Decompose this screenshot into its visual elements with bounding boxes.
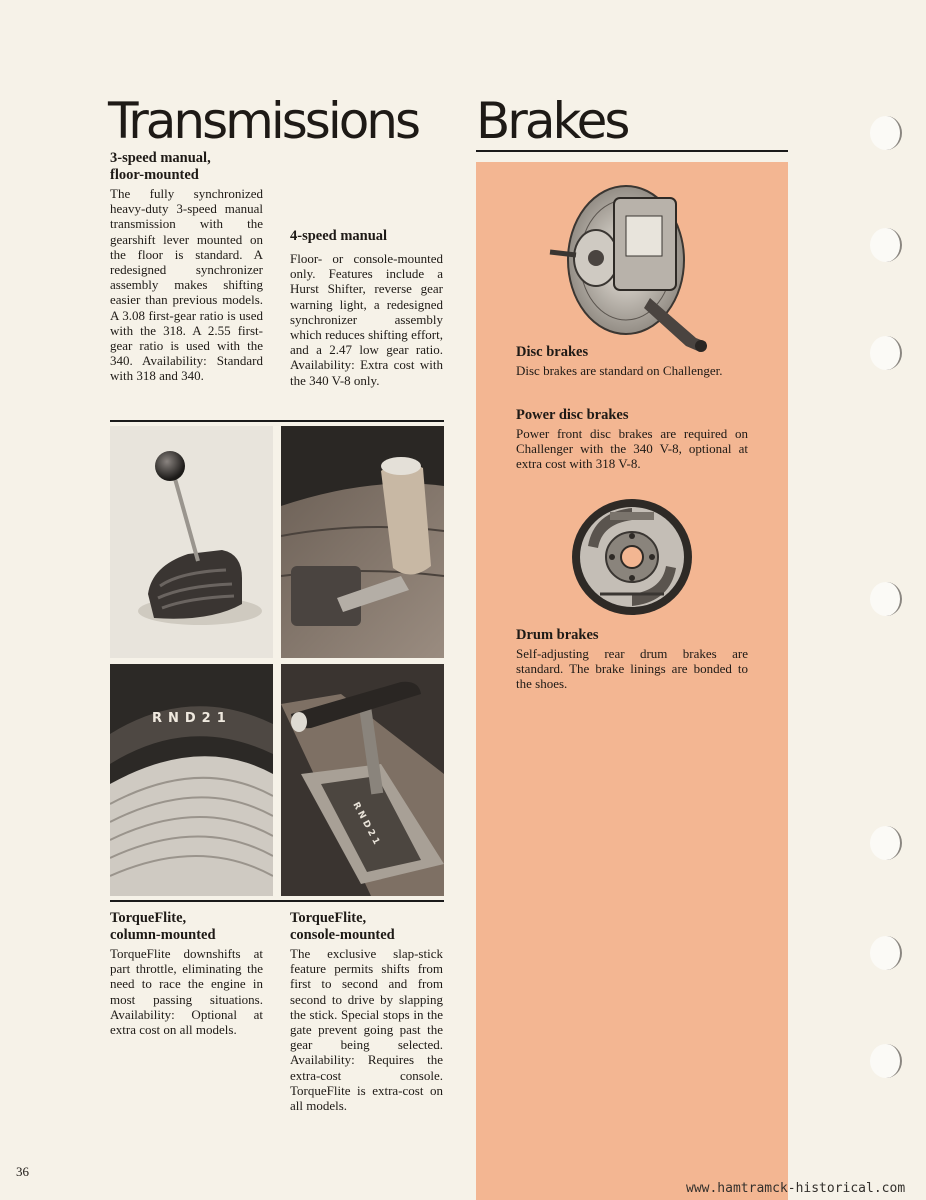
- binder-hole: [870, 936, 902, 970]
- binder-hole: [870, 1044, 902, 1078]
- section-title: Drum brakes: [516, 627, 599, 643]
- divider-rule: [110, 420, 444, 422]
- disc-brake-illustration: [546, 180, 716, 360]
- section-title: Disc brakes: [516, 344, 589, 360]
- section-body: Self-adjusting rear drum brakes are standard. The brake linings are bonded to the shoes.: [516, 646, 748, 692]
- section-title-line1: TorqueFlite,: [110, 910, 187, 926]
- photo-column-indicator: [110, 664, 273, 896]
- section-title: [290, 910, 443, 944]
- section-body: Disc brakes are standard on Challenger.: [516, 363, 723, 378]
- section-title-line1: 3-speed manual,: [110, 150, 211, 166]
- section-title-line2: console-mounted: [290, 927, 395, 943]
- section-disc-brakes: [516, 344, 748, 378]
- brakes-heading-rule: [476, 150, 788, 152]
- section-title: 4-speed manual: [290, 228, 388, 244]
- section-3-speed-manual: [110, 150, 263, 384]
- section-body: Floor- or console-mounted only. Features include a Hurst Shifter, reverse gear warning light, a redesigned synchronizer assembly which reduces shifting effort, and a 2.47 low gear ratio. Availability: Extra cost with the 340 V-8 only.: [290, 251, 443, 388]
- brakes-panel: [476, 162, 788, 1200]
- drum-brake-illustration: [570, 496, 694, 618]
- section-power-disc-brakes: [516, 407, 748, 472]
- section-title-line1: TorqueFlite,: [290, 910, 367, 926]
- section-torqueflite-console: [290, 910, 443, 1113]
- section-title-line2: floor-mounted: [110, 167, 199, 183]
- watermark: www.hamtramck-historical.com: [686, 1181, 906, 1196]
- photo-floor-shifter: [110, 426, 273, 658]
- binder-hole: [870, 826, 902, 860]
- page-number: 36: [16, 1164, 29, 1179]
- section-body: The exclusive slap-stick feature permits shifts from first to second and from second to drive by slapping the stick. Special stops in the gate prevent going past the gear being selected. Availability: Requires the extra-cost console. TorqueFlite is extra-cost on all models.: [290, 946, 443, 1114]
- section-body: TorqueFlite downshifts at part throttle, eliminating the need to race the engine in most passing situations. Availability: Optional at extra cost on all models.: [110, 946, 263, 1038]
- brakes-heading: Brakes: [476, 92, 628, 150]
- gear-indicator-label: RND21: [152, 711, 232, 726]
- section-title: [110, 910, 263, 944]
- binder-hole: [870, 228, 902, 262]
- photo-console-slap-stick: [281, 664, 444, 896]
- binder-hole: [870, 336, 902, 370]
- binder-hole: [870, 582, 902, 616]
- section-4-speed-manual: [290, 228, 443, 388]
- transmissions-heading: Transmissions: [108, 92, 419, 150]
- section-title: Power disc brakes: [516, 407, 629, 423]
- section-title: [110, 150, 263, 184]
- section-drum-brakes: [516, 627, 748, 692]
- section-title-line2: column-mounted: [110, 927, 216, 943]
- binder-hole: [870, 116, 902, 150]
- section-body: Power front disc brakes are required on Challenger with the 340 V-8, optional at extra cost with 318 V-8.: [516, 426, 748, 472]
- section-body: The fully synchronized heavy-duty 3-speed manual transmission with the gearshift lever mounted on the floor is standard. A redesigned synchronizer assembly makes shifting easier than previous models. A 3.08 first-gear ratio is used with the 318. A 2.55 first-gear ratio is used with the 340. Availability: Standard with 318 and 340.: [110, 186, 263, 384]
- divider-rule: [110, 900, 444, 902]
- console-indicator-label: RND21: [350, 800, 383, 850]
- section-torqueflite-column: [110, 910, 263, 1037]
- photo-4-speed-shifter: [281, 426, 444, 658]
